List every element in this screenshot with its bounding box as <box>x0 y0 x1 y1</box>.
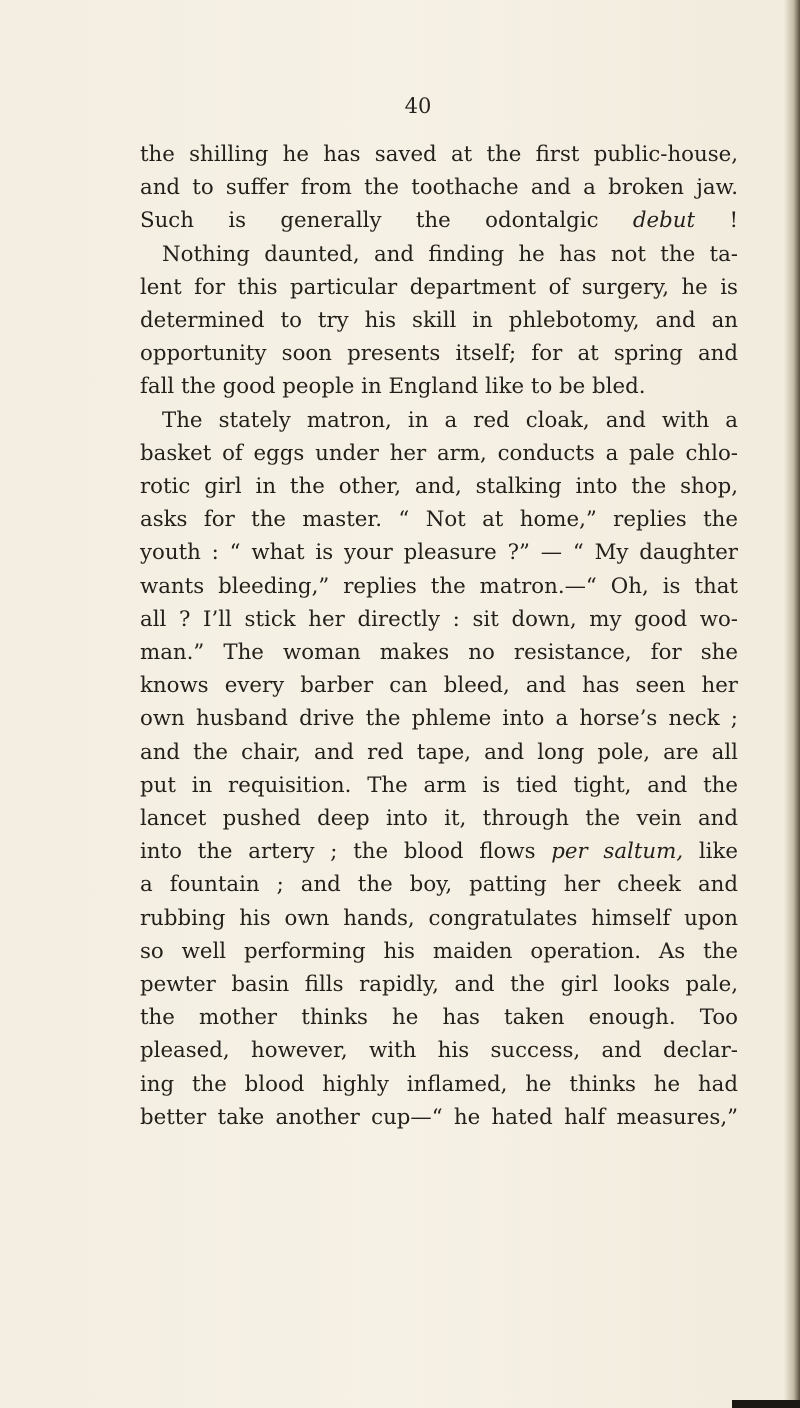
text-line: ing the blood highly inflamed, he thinks he had <box>140 1071 738 1097</box>
text-line: opportunity soon presents itself; for at spring and <box>140 341 738 367</box>
text-run: like <box>683 839 738 865</box>
text-line: put in requisition. The arm is tied tight, and the <box>140 772 738 798</box>
text-line: pleased, however, with his success, and declar- <box>140 1038 738 1064</box>
text-line: lent for this particular department of surgery, he is <box>140 274 738 300</box>
text-line: fall the good people in England like to be bled. <box>140 374 646 400</box>
body-text <box>140 138 738 1134</box>
text-run: ! <box>695 208 739 234</box>
paragraph-start-line: Nothing daunted, and finding he has not the ta- <box>162 241 738 267</box>
text-line <box>140 204 738 237</box>
text-line: determined to try his skill in phlebotomy, and an <box>140 308 738 334</box>
text-line: asks for the master. “ Not at home,” replies the <box>140 507 738 533</box>
text-run: Such is generally the odontalgic <box>140 208 633 234</box>
text-line: rubbing his own hands, congratulates himself upon <box>140 905 738 931</box>
italic-phrase: per saltum, <box>551 839 684 865</box>
text-line: wants bleeding,” replies the matron.—“ Oh, is that <box>140 573 738 599</box>
text-line: youth : “ what is your pleasure ?” — “ My daughter <box>140 540 738 566</box>
text-line: so well performing his maiden operation. As the <box>140 938 738 964</box>
paragraph-start-line: The stately matron, in a red cloak, and with a <box>162 407 738 433</box>
text-line: and the chair, and red tape, and long pole, are all <box>140 739 738 765</box>
italic-word: debut <box>632 208 696 234</box>
text-line: rotic girl in the other, and, stalking into the shop, <box>140 474 738 500</box>
text-line: man.” The woman makes no resistance, for she <box>140 640 738 666</box>
text-line <box>140 835 738 868</box>
bottom-edge-mark <box>732 1400 800 1408</box>
page-edge-shadow <box>784 0 800 1408</box>
text-line: the shilling he has saved at the first public-house, <box>140 142 738 167</box>
text-line: basket of eggs under her arm, conducts a pale chlo- <box>140 440 738 466</box>
text-line: lancet pushed deep into it, through the vein and <box>140 806 738 832</box>
text-line: all ? I’ll stick her directly : sit down, my good wo- <box>140 606 738 632</box>
text-line: knows every barber can bleed, and has seen her <box>140 673 738 699</box>
text-line: pewter basin fills rapidly, and the girl looks pale, <box>140 972 738 998</box>
text-line: the mother thinks he has taken enough. Too <box>140 1005 738 1031</box>
text-line: own husband drive the phleme into a horse’s neck ; <box>140 706 738 732</box>
text-line: a fountain ; and the boy, patting her cheek and <box>140 872 738 898</box>
text-line: and to suffer from the toothache and a broken jaw. <box>140 175 738 201</box>
text-run: into the artery ; the blood flows <box>140 839 552 865</box>
page-number: 40 <box>404 94 432 118</box>
text-line: better take another cup—“ he hated half measures,” <box>140 1104 738 1130</box>
